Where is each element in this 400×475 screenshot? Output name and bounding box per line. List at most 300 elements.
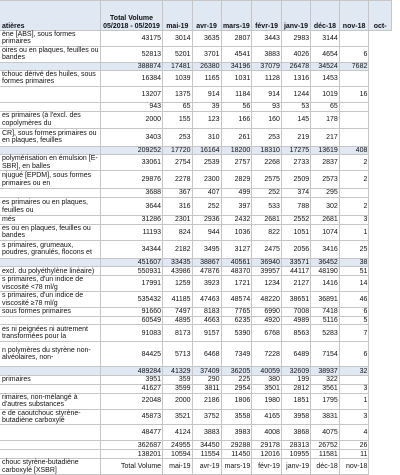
month-value-cell[interactable]: 1 xyxy=(339,225,369,241)
month-value-cell[interactable]: 18310 xyxy=(252,146,282,154)
row-label[interactable]: s primaires, d'un indice de viscosité ≥78 ml/g xyxy=(0,292,100,308)
total-volume-cell[interactable]: 84425 xyxy=(100,342,162,367)
total-volume-cell[interactable]: 535432 xyxy=(100,292,162,308)
month-value-cell[interactable]: 17481 xyxy=(163,62,192,70)
row-label[interactable] xyxy=(0,425,100,441)
month-value-cell[interactable]: 5201 xyxy=(163,46,192,62)
row-label[interactable]: ène [ABS], sous formes primaires xyxy=(0,31,100,47)
month-value-cell[interactable]: 3752 xyxy=(192,409,221,425)
month-value-cell[interactable]: 4075 xyxy=(311,425,340,441)
month-value-cell[interactable]: mai-19 xyxy=(163,459,192,475)
header-month-1[interactable]: avr-19 xyxy=(192,1,221,31)
total-volume-cell[interactable]: 388874 xyxy=(100,62,162,70)
month-value-cell[interactable]: 65 xyxy=(163,102,192,111)
row-label[interactable]: primaires xyxy=(0,376,100,384)
month-value-cell[interactable]: 290 xyxy=(192,376,221,384)
row-label[interactable] xyxy=(0,367,100,376)
month-value-cell[interactable]: 199 xyxy=(281,376,310,384)
month-value-cell[interactable]: 7497 xyxy=(163,307,192,316)
row-label[interactable] xyxy=(0,258,100,266)
month-value-cell[interactable]: 7228 xyxy=(252,342,282,367)
month-value-cell[interactable]: 123 xyxy=(192,111,221,128)
month-value-cell[interactable]: 1316 xyxy=(281,71,310,87)
month-value-cell[interactable]: 1128 xyxy=(252,71,282,87)
month-value-cell[interactable]: 2807 xyxy=(221,31,252,47)
month-value-cell[interactable]: 33571 xyxy=(281,258,310,266)
total-volume-cell[interactable]: 209252 xyxy=(100,146,162,154)
month-value-cell[interactable]: 225 xyxy=(221,376,252,384)
month-value-cell[interactable]: 3599 xyxy=(163,384,192,393)
month-value-cell[interactable]: 4165 xyxy=(252,409,282,425)
month-value-cell[interactable]: 824 xyxy=(163,225,192,241)
header-month-2[interactable]: mars-19 xyxy=(221,1,252,31)
month-value-cell[interactable]: 6990 xyxy=(252,307,282,316)
month-value-cell[interactable]: 38 xyxy=(339,258,369,266)
month-value-cell[interactable]: 1036 xyxy=(221,225,252,241)
month-value-cell[interactable]: 38651 xyxy=(281,292,310,308)
month-value-cell[interactable]: 41185 xyxy=(163,292,192,308)
month-value-cell[interactable]: 1259 xyxy=(163,276,192,292)
month-value-cell[interactable]: 51 xyxy=(339,267,369,276)
row-label[interactable]: es primaires (à l'excl. des copolymères du xyxy=(0,111,100,128)
row-label[interactable] xyxy=(0,146,100,154)
row-label[interactable]: s primaires, d'un indice de viscosité <78 ml/g xyxy=(0,276,100,292)
month-value-cell[interactable]: 3 xyxy=(339,384,369,393)
month-value-cell[interactable]: 36452 xyxy=(311,258,340,266)
total-volume-cell[interactable]: 52813 xyxy=(100,46,162,62)
month-value-cell[interactable]: 10594 xyxy=(163,450,192,459)
total-volume-cell[interactable]: 33061 xyxy=(100,155,162,171)
month-value-cell[interactable]: 26380 xyxy=(192,62,221,70)
month-value-cell[interactable]: 46 xyxy=(339,292,369,308)
header-month-0[interactable]: mai-19 xyxy=(163,1,192,31)
header-label-col[interactable]: atières xyxy=(0,1,100,31)
row-label[interactable] xyxy=(0,316,100,324)
month-value-cell[interactable]: 37409 xyxy=(192,367,221,376)
month-value-cell[interactable]: 4663 xyxy=(192,316,221,324)
month-value-cell[interactable]: 36891 xyxy=(311,292,340,308)
header-month-4[interactable]: janv-19 xyxy=(281,1,310,31)
month-value-cell[interactable]: 6768 xyxy=(252,325,282,342)
month-value-cell[interactable]: 2127 xyxy=(281,276,310,292)
row-label[interactable]: es primaires ou en plaques, feuilles ou xyxy=(0,198,100,216)
month-value-cell[interactable]: 47876 xyxy=(192,267,221,276)
month-value-cell[interactable]: 914 xyxy=(192,86,221,102)
month-value-cell[interactable]: 4654 xyxy=(311,46,340,62)
month-value-cell[interactable]: 4 xyxy=(339,425,369,441)
row-label[interactable] xyxy=(0,189,100,198)
month-value-cell[interactable]: 5283 xyxy=(311,325,340,342)
total-volume-cell[interactable]: 550931 xyxy=(100,267,162,276)
month-value-cell[interactable]: 2681 xyxy=(311,216,340,225)
month-value-cell[interactable]: 295 xyxy=(311,189,340,198)
month-value-cell[interactable]: 3868 xyxy=(281,425,310,441)
month-value-cell[interactable]: 34450 xyxy=(192,441,221,450)
month-value-cell[interactable]: 1039 xyxy=(163,71,192,87)
month-value-cell[interactable]: 5390 xyxy=(221,325,252,342)
row-label[interactable]: n polymères du styrène non-alvéolaires, non- xyxy=(0,342,100,367)
row-label[interactable]: es ou en plaques, feuilles ou bandes xyxy=(0,225,100,241)
month-value-cell[interactable]: 34196 xyxy=(221,62,252,70)
month-value-cell[interactable]: 65 xyxy=(311,102,340,111)
month-value-cell[interactable]: 29288 xyxy=(221,441,252,450)
month-value-cell[interactable]: 380 xyxy=(252,376,282,384)
row-label[interactable] xyxy=(0,86,100,102)
month-value-cell[interactable]: 1851 xyxy=(281,393,310,409)
total-volume-cell[interactable]: 43175 xyxy=(100,31,162,47)
month-value-cell[interactable]: 533 xyxy=(252,198,282,216)
month-value-cell[interactable]: 5 xyxy=(339,316,369,324)
total-volume-cell[interactable]: 489284 xyxy=(100,367,162,376)
month-value-cell[interactable]: 29178 xyxy=(252,441,282,450)
month-value-cell[interactable]: 7682 xyxy=(339,62,369,70)
month-value-cell[interactable]: 1795 xyxy=(311,393,340,409)
month-value-cell[interactable]: 2182 xyxy=(163,240,192,258)
month-value-cell[interactable]: 316 xyxy=(163,198,192,216)
month-value-cell[interactable]: 1375 xyxy=(163,86,192,102)
month-value-cell[interactable]: 25 xyxy=(339,240,369,258)
month-value-cell[interactable]: 2837 xyxy=(311,155,340,171)
month-value-cell[interactable]: 53 xyxy=(281,102,310,111)
month-value-cell[interactable]: 48370 xyxy=(221,267,252,276)
month-value-cell[interactable]: 2829 xyxy=(221,171,252,189)
month-value-cell[interactable]: 6 xyxy=(339,342,369,367)
month-value-cell[interactable]: 1051 xyxy=(281,225,310,241)
month-value-cell[interactable]: 2733 xyxy=(281,155,310,171)
month-value-cell[interactable]: 93 xyxy=(252,102,282,111)
month-value-cell[interactable]: 16164 xyxy=(192,146,221,154)
month-value-cell[interactable]: 3701 xyxy=(192,46,221,62)
month-value-cell[interactable]: 4541 xyxy=(221,46,252,62)
month-value-cell[interactable] xyxy=(339,189,369,198)
month-value-cell[interactable]: 3923 xyxy=(192,276,221,292)
month-value-cell[interactable]: 2573 xyxy=(311,171,340,189)
row-label[interactable]: njugué [EPDM], sous formes primaires ou en xyxy=(0,171,100,189)
month-value-cell[interactable]: 3831 xyxy=(311,409,340,425)
total-volume-cell[interactable]: 451607 xyxy=(100,258,162,266)
month-value-cell[interactable]: 499 xyxy=(221,189,252,198)
row-label[interactable] xyxy=(0,441,100,450)
month-value-cell[interactable]: 4124 xyxy=(163,425,192,441)
month-value-cell[interactable]: 2757 xyxy=(221,155,252,171)
month-value-cell[interactable]: 5116 xyxy=(311,316,340,324)
month-value-cell[interactable]: 1244 xyxy=(281,86,310,102)
month-value-cell[interactable]: 1453 xyxy=(311,71,340,87)
row-label[interactable]: més xyxy=(0,216,100,225)
total-volume-cell[interactable]: 11193 xyxy=(100,225,162,241)
month-value-cell[interactable]: 11554 xyxy=(192,450,221,459)
month-value-cell[interactable]: 6 xyxy=(339,46,369,62)
row-label[interactable]: es ni peignées ni autrement transformées pour la xyxy=(0,325,100,342)
total-volume-cell[interactable]: 31286 xyxy=(100,216,162,225)
month-value-cell[interactable]: 2186 xyxy=(192,393,221,409)
month-value-cell[interactable]: 34524 xyxy=(311,62,340,70)
month-value-cell[interactable]: 822 xyxy=(252,225,282,241)
month-value-cell[interactable]: 1 xyxy=(339,393,369,409)
month-value-cell[interactable]: 8173 xyxy=(163,325,192,342)
total-volume-cell[interactable]: 34344 xyxy=(100,240,162,258)
month-value-cell[interactable]: 8183 xyxy=(192,307,221,316)
month-value-cell[interactable]: 36940 xyxy=(252,258,282,266)
month-value-cell[interactable]: 408 xyxy=(339,146,369,154)
month-value-cell[interactable]: 14 xyxy=(339,276,369,292)
month-value-cell[interactable]: 359 xyxy=(163,376,192,384)
row-label[interactable]: s primaires, grumeaux, poudres, granulés, flocons et xyxy=(0,240,100,258)
month-value-cell[interactable]: 1721 xyxy=(221,276,252,292)
month-value-cell[interactable] xyxy=(339,128,369,146)
month-value-cell[interactable]: 3521 xyxy=(163,409,192,425)
month-value-cell[interactable] xyxy=(339,71,369,87)
month-value-cell[interactable] xyxy=(339,102,369,111)
month-value-cell[interactable]: 38937 xyxy=(311,367,340,376)
month-value-cell[interactable] xyxy=(339,31,369,47)
month-value-cell[interactable]: 3958 xyxy=(281,409,310,425)
month-value-cell[interactable]: 2300 xyxy=(192,171,221,189)
month-value-cell[interactable]: 944 xyxy=(192,225,221,241)
month-value-cell[interactable]: janv-19 xyxy=(281,459,310,475)
month-value-cell[interactable]: 6 xyxy=(339,307,369,316)
month-value-cell[interactable]: 2552 xyxy=(281,216,310,225)
month-value-cell[interactable]: 3416 xyxy=(311,240,340,258)
month-value-cell[interactable]: nov-18 xyxy=(339,459,369,475)
month-value-cell[interactable]: 3 xyxy=(339,409,369,425)
month-value-cell[interactable]: 3495 xyxy=(192,240,221,258)
month-value-cell[interactable]: 3443 xyxy=(252,31,282,47)
month-value-cell[interactable]: 17275 xyxy=(281,146,310,154)
header-total-col[interactable] xyxy=(100,1,162,31)
month-value-cell[interactable]: 2056 xyxy=(281,240,310,258)
total-volume-cell[interactable]: 138201 xyxy=(100,450,162,459)
month-value-cell[interactable]: 3561 xyxy=(311,384,340,393)
month-value-cell[interactable]: 10955 xyxy=(281,450,310,459)
month-value-cell[interactable]: mars-19 xyxy=(221,459,252,475)
month-value-cell[interactable]: 13619 xyxy=(311,146,340,154)
row-label[interactable]: excl. du polyéthylène linéaire) xyxy=(0,267,100,276)
month-value-cell[interactable]: 32 xyxy=(339,367,369,376)
total-volume-cell[interactable]: 362687 xyxy=(100,441,162,450)
month-value-cell[interactable]: 1165 xyxy=(192,71,221,87)
month-value-cell[interactable]: 4026 xyxy=(281,46,310,62)
month-value-cell[interactable]: 40059 xyxy=(252,367,282,376)
row-label[interactable] xyxy=(0,450,100,459)
month-value-cell[interactable]: 1416 xyxy=(311,276,340,292)
month-value-cell[interactable]: 261 xyxy=(221,128,252,146)
month-value-cell[interactable]: 788 xyxy=(281,198,310,216)
month-value-cell[interactable]: 3983 xyxy=(221,425,252,441)
month-value-cell[interactable]: 26 xyxy=(339,441,369,450)
row-label[interactable]: polymérisation en émulsion [E-SBR], en balles xyxy=(0,155,100,171)
total-volume-cell[interactable]: 3951 xyxy=(100,376,162,384)
total-volume-cell[interactable]: 17991 xyxy=(100,276,162,292)
total-volume-cell[interactable]: 3644 xyxy=(100,198,162,216)
month-value-cell[interactable]: 1019 xyxy=(311,86,340,102)
month-value-cell[interactable]: 12016 xyxy=(252,450,282,459)
total-volume-cell[interactable]: 13207 xyxy=(100,86,162,102)
total-volume-cell[interactable]: 3688 xyxy=(100,189,162,198)
month-value-cell[interactable]: 1031 xyxy=(221,71,252,87)
month-value-cell[interactable]: 11450 xyxy=(221,450,252,459)
month-value-cell[interactable]: 2509 xyxy=(281,171,310,189)
header-month-5[interactable]: déc-18 xyxy=(311,1,340,31)
month-value-cell[interactable]: 217 xyxy=(311,128,340,146)
total-volume-cell[interactable]: 45873 xyxy=(100,409,162,425)
row-label[interactable] xyxy=(0,384,100,393)
month-value-cell[interactable]: 28313 xyxy=(281,441,310,450)
month-value-cell[interactable]: 2301 xyxy=(163,216,192,225)
month-value-cell[interactable]: 4008 xyxy=(252,425,282,441)
month-value-cell[interactable]: 39 xyxy=(192,102,221,111)
month-value-cell[interactable]: 32609 xyxy=(281,367,310,376)
row-label[interactable]: sous formes primaires xyxy=(0,307,100,316)
month-value-cell[interactable]: 56 xyxy=(221,102,252,111)
month-value-cell[interactable]: 47463 xyxy=(192,292,221,308)
month-value-cell[interactable]: 252 xyxy=(252,189,282,198)
month-value-cell[interactable]: 33435 xyxy=(163,258,192,266)
month-value-cell[interactable]: 2936 xyxy=(192,216,221,225)
month-value-cell[interactable]: 24955 xyxy=(163,441,192,450)
total-volume-cell[interactable]: 48477 xyxy=(100,425,162,441)
month-value-cell[interactable]: 1980 xyxy=(252,393,282,409)
month-value-cell[interactable]: 3811 xyxy=(192,384,221,393)
month-value-cell[interactable]: 38867 xyxy=(192,258,221,266)
month-value-cell[interactable]: 3558 xyxy=(221,409,252,425)
total-volume-cell[interactable]: 91660 xyxy=(100,307,162,316)
month-value-cell[interactable]: 48574 xyxy=(221,292,252,308)
month-value-cell[interactable]: 2475 xyxy=(252,240,282,258)
month-value-cell[interactable]: 302 xyxy=(311,198,340,216)
month-value-cell[interactable]: 5713 xyxy=(163,342,192,367)
month-value-cell[interactable]: 310 xyxy=(192,128,221,146)
month-value-cell[interactable]: 37079 xyxy=(252,62,282,70)
month-value-cell[interactable]: avr-19 xyxy=(192,459,221,475)
month-value-cell[interactable]: 3883 xyxy=(192,425,221,441)
month-value-cell[interactable]: 1184 xyxy=(221,86,252,102)
month-value-cell[interactable]: 3 xyxy=(339,216,369,225)
month-value-cell[interactable]: 4989 xyxy=(281,316,310,324)
row-label[interactable]: rimaires, non-mélangé à d'autres substances xyxy=(0,393,100,409)
month-value-cell[interactable]: 2000 xyxy=(163,393,192,409)
month-value-cell[interactable]: 374 xyxy=(281,189,310,198)
month-value-cell[interactable]: 2812 xyxy=(281,384,310,393)
month-value-cell[interactable]: 6468 xyxy=(192,342,221,367)
month-value-cell[interactable]: 1806 xyxy=(221,393,252,409)
row-label[interactable]: CR], sous formes primaires ou en plaques, feuilles xyxy=(0,128,100,146)
month-value-cell[interactable]: 2 xyxy=(339,171,369,189)
total-volume-cell[interactable]: Total Volume xyxy=(100,459,162,475)
month-value-cell[interactable]: 7008 xyxy=(281,307,310,316)
month-value-cell[interactable]: 43986 xyxy=(163,267,192,276)
month-value-cell[interactable]: 178 xyxy=(311,111,340,128)
total-volume-cell[interactable]: 41627 xyxy=(100,384,162,393)
month-value-cell[interactable]: 322 xyxy=(311,376,340,384)
month-value-cell[interactable]: 367 xyxy=(163,189,192,198)
month-value-cell[interactable]: 40561 xyxy=(221,258,252,266)
month-value-cell[interactable]: 145 xyxy=(281,111,310,128)
month-value-cell[interactable]: 7418 xyxy=(311,307,340,316)
month-value-cell[interactable]: 2681 xyxy=(252,216,282,225)
row-label[interactable] xyxy=(0,62,100,70)
month-value-cell[interactable]: 8563 xyxy=(281,325,310,342)
total-volume-cell[interactable]: 943 xyxy=(100,102,162,111)
month-value-cell[interactable]: 26478 xyxy=(281,62,310,70)
month-value-cell[interactable] xyxy=(339,111,369,128)
month-value-cell[interactable]: 914 xyxy=(252,86,282,102)
month-value-cell[interactable]: 2 xyxy=(339,198,369,216)
month-value-cell[interactable]: 11581 xyxy=(311,450,340,459)
month-value-cell[interactable]: 160 xyxy=(252,111,282,128)
month-value-cell[interactable]: 7765 xyxy=(221,307,252,316)
month-value-cell[interactable]: 2954 xyxy=(221,384,252,393)
row-label[interactable]: oires ou en plaques, feuilles ou bandes xyxy=(0,46,100,62)
month-value-cell[interactable]: 2539 xyxy=(192,155,221,171)
month-value-cell[interactable]: 407 xyxy=(192,189,221,198)
total-volume-cell[interactable]: 91083 xyxy=(100,325,162,342)
month-value-cell[interactable]: 252 xyxy=(192,198,221,216)
month-value-cell[interactable]: 1234 xyxy=(252,276,282,292)
month-value-cell[interactable]: 9157 xyxy=(192,325,221,342)
header-month-3[interactable]: févr-19 xyxy=(252,1,282,31)
row-label[interactable]: chouc styrène-butadiène carboxylé [XSBR] xyxy=(0,459,100,475)
month-value-cell[interactable]: déc-18 xyxy=(311,459,340,475)
month-value-cell[interactable]: 4920 xyxy=(252,316,282,324)
month-value-cell[interactable]: 2432 xyxy=(221,216,252,225)
month-value-cell[interactable]: 1074 xyxy=(311,225,340,241)
month-value-cell[interactable]: 18200 xyxy=(221,146,252,154)
month-value-cell[interactable]: 155 xyxy=(163,111,192,128)
month-value-cell[interactable]: 2 xyxy=(339,155,369,171)
month-value-cell[interactable]: 17720 xyxy=(163,146,192,154)
month-value-cell[interactable]: 3883 xyxy=(252,46,282,62)
month-value-cell[interactable]: 7 xyxy=(339,325,369,342)
month-value-cell[interactable]: 3127 xyxy=(221,240,252,258)
row-label[interactable]: e de caoutchouc styrène-butadiène carboxylé xyxy=(0,409,100,425)
month-value-cell[interactable]: 3144 xyxy=(311,31,340,47)
month-value-cell[interactable]: 44117 xyxy=(281,267,310,276)
month-value-cell[interactable]: 26752 xyxy=(311,441,340,450)
total-volume-cell[interactable]: 22048 xyxy=(100,393,162,409)
month-value-cell[interactable]: 7349 xyxy=(221,342,252,367)
total-volume-cell[interactable]: 60549 xyxy=(100,316,162,324)
month-value-cell[interactable]: 2754 xyxy=(163,155,192,171)
month-value-cell[interactable]: 6235 xyxy=(221,316,252,324)
month-value-cell[interactable]: 219 xyxy=(281,128,310,146)
total-volume-cell[interactable]: 3403 xyxy=(100,128,162,146)
total-volume-cell[interactable]: 2000 xyxy=(100,111,162,128)
month-value-cell[interactable]: 48220 xyxy=(252,292,282,308)
month-value-cell[interactable]: 41329 xyxy=(163,367,192,376)
row-label[interactable]: tchouc dérivé des huiles, sous formes primaires xyxy=(0,71,100,87)
row-label[interactable] xyxy=(0,102,100,111)
month-value-cell[interactable]: 3014 xyxy=(163,31,192,47)
month-value-cell[interactable]: 6489 xyxy=(281,342,310,367)
month-value-cell[interactable]: 16 xyxy=(339,86,369,102)
month-value-cell[interactable]: 253 xyxy=(252,128,282,146)
month-value-cell[interactable] xyxy=(339,376,369,384)
total-volume-cell[interactable]: 16384 xyxy=(100,71,162,87)
month-value-cell[interactable]: 39957 xyxy=(252,267,282,276)
total-volume-cell[interactable]: 29876 xyxy=(100,171,162,189)
month-value-cell[interactable]: 36205 xyxy=(221,367,252,376)
month-value-cell[interactable]: 48190 xyxy=(311,267,340,276)
month-value-cell[interactable]: 2983 xyxy=(281,31,310,47)
month-value-cell[interactable]: 2278 xyxy=(163,171,192,189)
month-value-cell[interactable]: 3635 xyxy=(192,31,221,47)
month-value-cell[interactable]: 253 xyxy=(163,128,192,146)
month-value-cell[interactable]: févr-19 xyxy=(252,459,282,475)
header-month-6[interactable]: nov-18 xyxy=(339,1,369,31)
month-value-cell[interactable]: 2575 xyxy=(252,171,282,189)
month-value-cell[interactable]: 7154 xyxy=(311,342,340,367)
